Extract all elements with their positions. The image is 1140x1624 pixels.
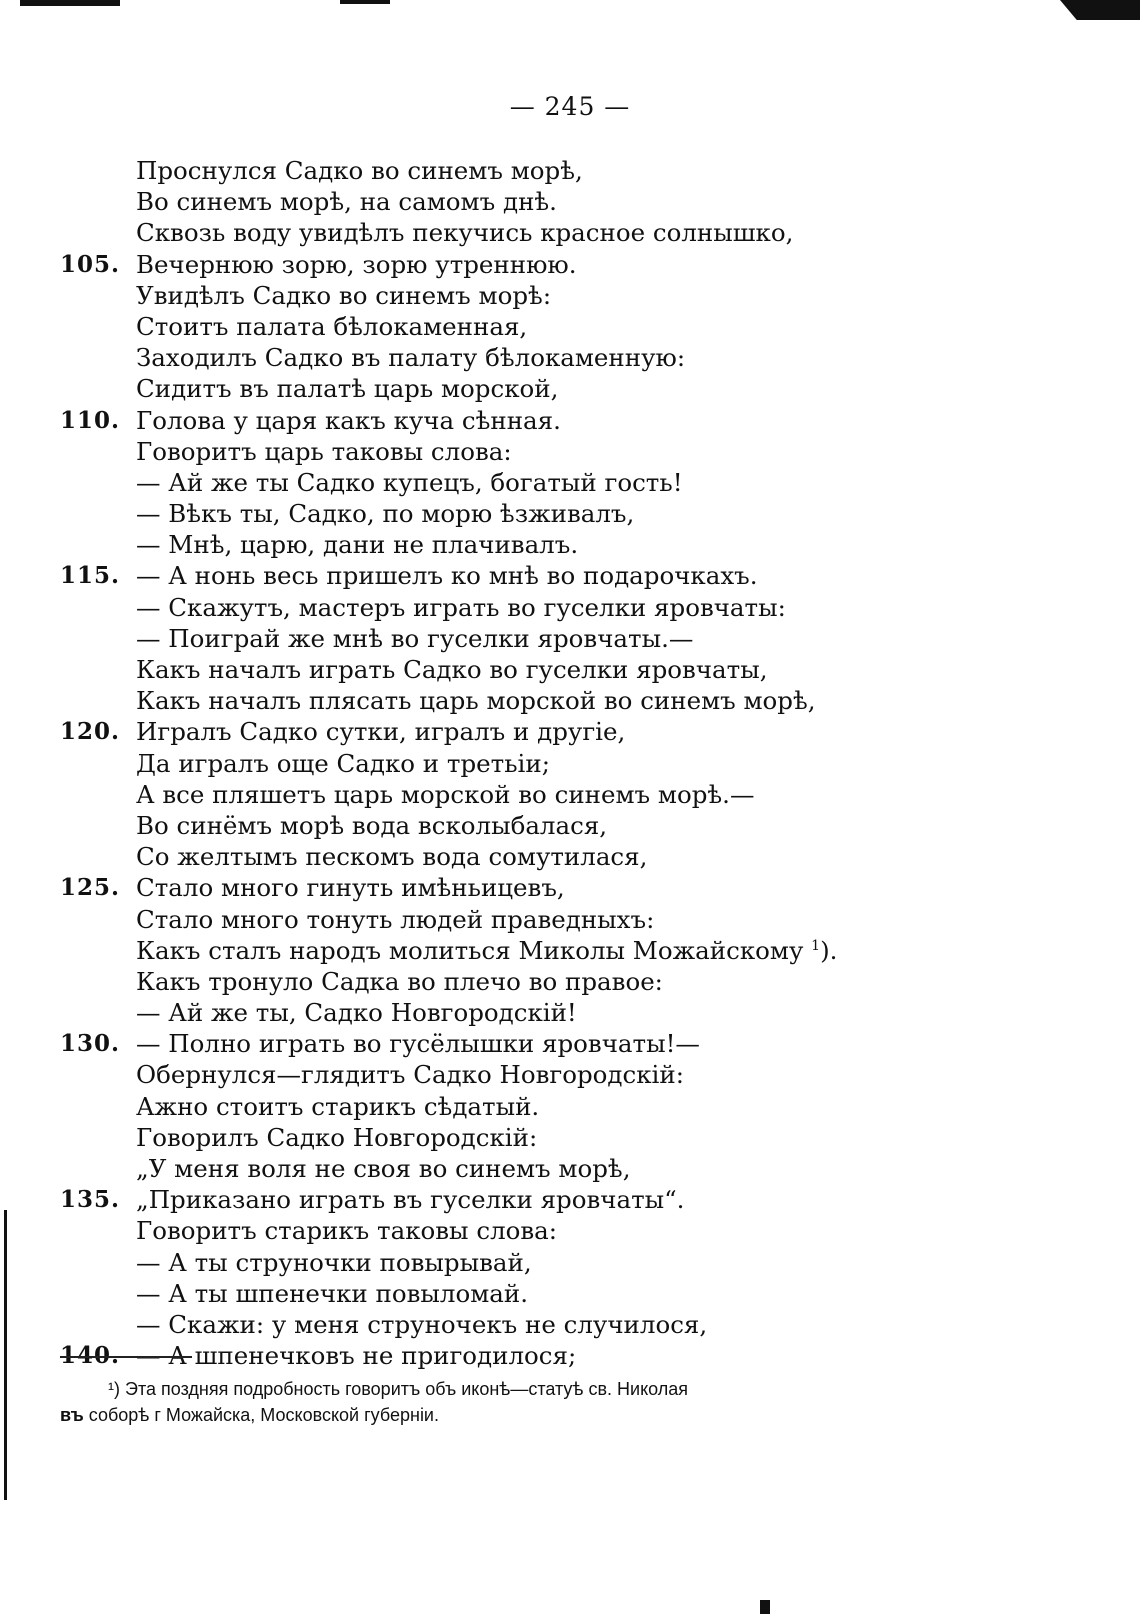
verse-text-body: — Мнѣ, царю, дани не плачивалъ. — [136, 530, 579, 560]
verse-line — [60, 529, 1100, 560]
verse-text-body: Игралъ Садко сутки, игралъ и другіе, — [136, 717, 626, 747]
verse-number: 140. — [60, 1342, 121, 1370]
verse-text-body: — Ай же ты, Садко Новгородскій! — [136, 998, 577, 1028]
verse-number: 110. — [60, 406, 121, 434]
scan-artifact-top-right — [1060, 0, 1140, 20]
verse-text — [136, 342, 685, 373]
verse-text-body: „Приказано играть въ гуселки яровчаты“. — [136, 1185, 685, 1215]
verse-text — [136, 654, 768, 685]
verse-text — [136, 904, 654, 935]
footnote-reference: 1 — [811, 937, 821, 954]
verse-line — [60, 997, 1100, 1028]
verse-line — [60, 779, 1100, 810]
verse-line — [60, 1091, 1100, 1122]
verse-text-body: Во синемъ морѣ, на самомъ днѣ. — [136, 187, 557, 217]
verse-text-body: — А ты шпенечки повыломай. — [136, 1278, 528, 1308]
verse-text-body: — А шпенечковъ не пригодилося; — [136, 1341, 577, 1371]
verse-text-body: Во синёмъ морѣ вода всколыбалася, — [136, 810, 608, 840]
page-number: — 245 — — [509, 92, 631, 121]
footnote-line-1 — [60, 1376, 1060, 1402]
verse-line — [60, 560, 1100, 591]
verse-text — [136, 1278, 528, 1309]
verse-text — [136, 685, 816, 716]
verse-text-body: Со желтымъ пескомъ вода сомутилася, — [136, 842, 648, 872]
verse-text — [136, 1340, 576, 1371]
verse-text — [136, 529, 578, 560]
verse-line — [60, 249, 1100, 280]
verse-text — [136, 1028, 700, 1059]
verse-line — [60, 935, 1100, 966]
verse-text — [136, 436, 512, 467]
verse-text — [136, 1184, 684, 1215]
verse-text-body: — Ай же ты Садко купецъ, богатый гость! — [136, 467, 683, 497]
verse-text — [136, 935, 837, 966]
verse-text-body: Какъ тронуло Садка во плечо во правое: — [136, 966, 663, 996]
verse-line — [60, 1215, 1100, 1246]
verse-line — [60, 1278, 1100, 1309]
verse-text — [136, 966, 663, 997]
footnote-mark: ¹) — [108, 1379, 120, 1399]
verse-text — [136, 1122, 537, 1153]
verse-text-body: Увидѣлъ Садко во синемъ морѣ: — [136, 280, 552, 310]
verse-line — [60, 155, 1100, 186]
scan-artifact-top-center — [340, 0, 390, 4]
verse-text-body: Да игралъ още Садко и третьіи; — [136, 748, 550, 778]
scan-artifact-left-edge — [4, 1210, 7, 1500]
verse-line — [60, 467, 1100, 498]
verse-line — [60, 342, 1100, 373]
verse-text-body: — Полно играть во гусёлышки яровчаты!— — [136, 1029, 700, 1059]
verse-text-body: Обернулся—глядитъ Садко Новгородскій: — [136, 1060, 684, 1090]
verse-line — [60, 436, 1100, 467]
verse-text-body: — Поиграй же мнѣ во гуселки яровчаты.— — [136, 623, 694, 653]
verse-text — [136, 280, 551, 311]
verse-text-body: Сквозь воду увидѣлъ пекучись красное солнышко, — [136, 218, 794, 248]
verse-text — [136, 467, 683, 498]
verse-line — [60, 904, 1100, 935]
verse-text-body: „У меня воля не своя во синемъ морѣ, — [136, 1154, 631, 1183]
verse-text-body: — А нонь весь пришелъ ко мнѣ во подарочкахъ. — [136, 561, 758, 591]
verse-text — [136, 155, 583, 186]
verse-text-body: Проснулся Садко во синемъ морѣ, — [136, 156, 583, 185]
verse-line — [60, 685, 1100, 716]
verse-text — [136, 841, 647, 872]
footnote-text-2: соборѣ г Можайска, Московской губерніи. — [88, 1405, 439, 1425]
verse-line — [60, 810, 1100, 841]
verse-text-body: Голова у царя какъ куча сѣнная. — [136, 405, 561, 435]
verse-text — [136, 716, 625, 747]
verse-line — [60, 872, 1100, 903]
verse-text-body: Заходилъ Садко въ палату бѣлокаменную: — [136, 343, 686, 373]
verse-text-body: Говорилъ Садко Новгородскій: — [136, 1122, 538, 1152]
verse-number: 120. — [60, 718, 121, 746]
verse-number: 125. — [60, 874, 121, 902]
verse-text — [136, 498, 634, 529]
verse-text — [136, 748, 550, 779]
footnote-divider — [60, 1356, 192, 1358]
verse-text — [136, 1153, 631, 1184]
verse-text — [136, 217, 793, 248]
verse-line — [60, 280, 1100, 311]
verse-line — [60, 623, 1100, 654]
verse-text — [136, 1215, 557, 1246]
verse-line — [60, 748, 1100, 779]
verse-text — [136, 1247, 532, 1278]
verse-text-body: Стало много гинуть имѣньицевъ, — [136, 873, 565, 903]
verse-line — [60, 654, 1100, 685]
verse-text — [136, 560, 758, 591]
verse-line — [60, 1028, 1100, 1059]
verse-text — [136, 186, 557, 217]
verse-number: 115. — [60, 562, 121, 590]
verse-line — [60, 1153, 1100, 1184]
verse-text — [136, 779, 754, 810]
scan-artifact-top-left — [20, 0, 120, 6]
verse-text-body: Вечернюю зорю, зорю утреннюю. — [136, 249, 577, 279]
verse-line — [60, 1059, 1100, 1090]
verse-line — [60, 1309, 1100, 1340]
verse-text — [136, 249, 577, 280]
verse-text — [136, 872, 565, 903]
verse-line — [60, 311, 1100, 342]
verse-line — [60, 1122, 1100, 1153]
verse-text-body: А все пляшетъ царь морской во синемъ морѣ.— — [136, 779, 755, 809]
verse-line — [60, 1184, 1100, 1215]
verse-text-body: — Вѣкъ ты, Садко, по морю ѣзживалъ, — [136, 499, 635, 529]
verse-line — [60, 498, 1100, 529]
verse-text-body: Какъ началъ плясать царь морской во синемъ морѣ, — [136, 686, 816, 716]
verse-text-body: Стало много тонуть людей праведныхъ: — [136, 904, 655, 934]
verse-text — [136, 373, 558, 404]
verse-text — [136, 1059, 684, 1090]
verse-text — [136, 592, 786, 623]
verse-number: 135. — [60, 1186, 121, 1214]
verse-text — [136, 997, 577, 1028]
verse-text — [136, 623, 693, 654]
verse-text — [136, 810, 607, 841]
verse-line — [60, 1340, 1100, 1371]
verse-text — [136, 405, 561, 436]
verse-text-body: — Скажи: у меня струночекъ не случилося, — [136, 1309, 708, 1339]
verse-punctuation: . — [829, 935, 838, 965]
verse-text-body: Ажно стоитъ старикъ сѣдатый. — [136, 1091, 540, 1121]
verse-line — [60, 592, 1100, 623]
footnote-reference-paren: ) — [820, 935, 830, 965]
verse-line — [60, 1247, 1100, 1278]
verse-text-body: — Скажутъ, мастеръ играть во гуселки яровчаты: — [136, 592, 786, 622]
verse-text-body: Говоритъ старикъ таковы слова: — [136, 1216, 558, 1246]
verse-line — [60, 716, 1100, 747]
verse-text — [136, 1309, 707, 1340]
scan-artifact-bottom — [760, 1600, 770, 1614]
verse-text-body: Какъ началъ играть Садко во гуселки яровчаты, — [136, 655, 768, 684]
footnote-lead: въ — [60, 1405, 84, 1425]
verse-line — [60, 966, 1100, 997]
verse-text — [136, 311, 527, 342]
verse-number: 130. — [60, 1030, 121, 1058]
verse-text-body: — А ты струночки повырывай, — [136, 1247, 532, 1277]
verse-line — [60, 186, 1100, 217]
verse-line — [60, 841, 1100, 872]
verse-line — [60, 405, 1100, 436]
verse-line — [60, 217, 1100, 248]
verse-text-body: Стоитъ палата бѣлокаменная, — [136, 311, 528, 341]
verse-text-body: Какъ сталъ народъ молиться Миколы Можайскому — [136, 935, 804, 965]
footnote — [60, 1376, 1060, 1428]
verse-text — [136, 1091, 539, 1122]
verse-number: 105. — [60, 250, 121, 278]
footnote-line-2 — [60, 1402, 1060, 1428]
verse-text-body: Сидитъ въ палатѣ царь морской, — [136, 374, 559, 404]
verse-text-body: Говоритъ царь таковы слова: — [136, 436, 512, 466]
verse-line — [60, 373, 1100, 404]
verse-list — [60, 155, 1100, 1371]
footnote-text-1: Эта поздняя подробность говоритъ объ иконѣ—статуѣ св. Николая — [125, 1379, 689, 1399]
